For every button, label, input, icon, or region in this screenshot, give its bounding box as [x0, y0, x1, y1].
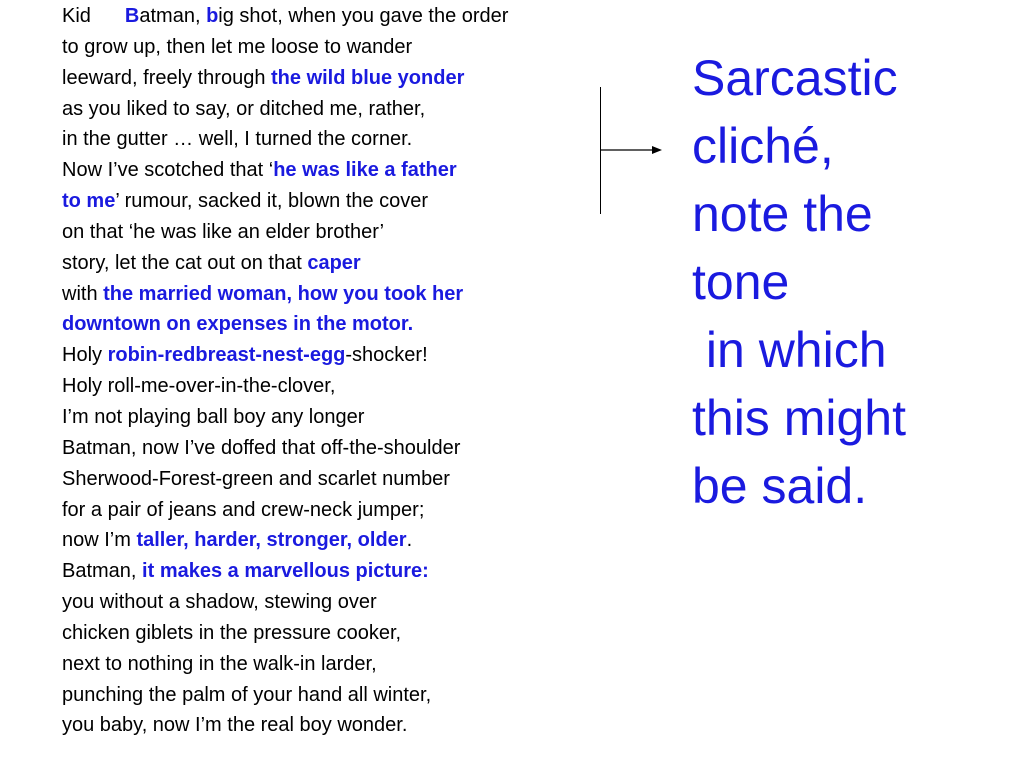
highlighted-phrase: the married woman, how you took her	[103, 282, 464, 305]
poem-text-segment: Now I’ve scotched that ‘	[62, 159, 274, 182]
poem-text-segment: as you liked to say, or ditched me, rather,	[62, 97, 426, 120]
poem-line	[62, 279, 602, 310]
highlighted-phrase: caper	[307, 251, 361, 274]
highlighted-phrase: robin-redbreast-nest-egg	[107, 344, 346, 367]
poem-text-segment: Holy roll-me-over-in-the-clover,	[62, 375, 336, 398]
poem-line	[62, 525, 602, 556]
poem-line	[62, 340, 602, 371]
poem-text	[62, 1, 602, 741]
poem-text-segment: next to nothing in the walk-in larder,	[62, 652, 377, 675]
highlighted-phrase: he was like a father	[273, 159, 457, 182]
poem-text-segment: Batman, now I’ve doffed that off-the-shoulder	[62, 436, 461, 459]
poem-line	[62, 32, 602, 63]
annotation-note: Sarcastic cliché, note the tone in which this might be said.	[692, 50, 906, 514]
poem-line	[62, 94, 602, 125]
poem-text-segment: with	[62, 282, 104, 305]
highlighted-phrase: to me	[62, 190, 116, 213]
poem-text-segment: I’m not playing ball boy any longer	[62, 405, 365, 428]
poem-text-segment: in the gutter … well, I turned the corner.	[62, 128, 413, 151]
poem-line	[62, 217, 602, 248]
poem-line	[62, 155, 602, 186]
poem-line	[62, 680, 602, 711]
poem-line	[62, 710, 602, 741]
poem-text-segment: ig shot, when you gave the order	[218, 5, 509, 27]
poem-line	[62, 433, 602, 464]
poem-line	[62, 124, 602, 155]
poem-text-segment: on that ‘he was like an elder brother’	[62, 220, 385, 243]
poem-line	[62, 464, 602, 495]
poem-line	[62, 402, 602, 433]
poem-line	[62, 63, 602, 94]
poem-text-segment: .	[406, 529, 413, 552]
poem-line	[62, 495, 602, 526]
poem-text-segment: to grow up, then let me loose to wander	[62, 35, 413, 58]
poem-line	[62, 618, 602, 649]
poem-line	[62, 371, 602, 402]
poem-text-segment: story, let the cat out on that	[62, 251, 308, 274]
poem-line	[62, 649, 602, 680]
highlighted-phrase: it makes a marvellous picture:	[142, 560, 429, 583]
poem-text-segment: Sherwood-Forest-green and scarlet number	[62, 467, 450, 490]
highlighted-phrase: downtown on expenses in the motor.	[62, 313, 414, 336]
poem-text-segment: for a pair of jeans and crew-neck jumper;	[62, 498, 425, 521]
poem-line	[62, 248, 602, 279]
poem-line	[62, 556, 602, 587]
highlighted-phrase: b	[206, 5, 219, 27]
poem-line	[62, 186, 602, 217]
poem-line	[62, 587, 602, 618]
poem-line	[62, 309, 602, 340]
poem-text-segment: chicken giblets in the pressure cooker,	[62, 621, 402, 644]
poem-text-segment: Batman,	[62, 560, 143, 583]
poem-text-segment: punching the palm of your hand all winter,	[62, 683, 432, 706]
highlighted-phrase: the wild blue yonder	[271, 66, 465, 89]
poem-text-segment: Kid	[62, 5, 91, 27]
poem-text-segment: you baby, now I’m the real boy wonder.	[62, 714, 408, 737]
poem-text-segment: ’ rumour, sacked it, blown the cover	[115, 190, 429, 213]
poem-text-segment: Holy	[62, 344, 108, 367]
poem-line	[62, 1, 602, 32]
highlighted-phrase: taller, harder, stronger, older	[136, 529, 407, 552]
poem-text-segment: leeward, freely through	[62, 66, 272, 89]
highlighted-phrase: B	[124, 5, 140, 27]
arrow-icon	[600, 140, 662, 160]
poem-text-segment: -shocker!	[345, 344, 428, 367]
poem-text-segment: atman,	[139, 5, 207, 27]
poem-text-segment: now I’m	[62, 529, 137, 552]
poem-text-segment: you without a shadow, stewing over	[62, 591, 377, 614]
